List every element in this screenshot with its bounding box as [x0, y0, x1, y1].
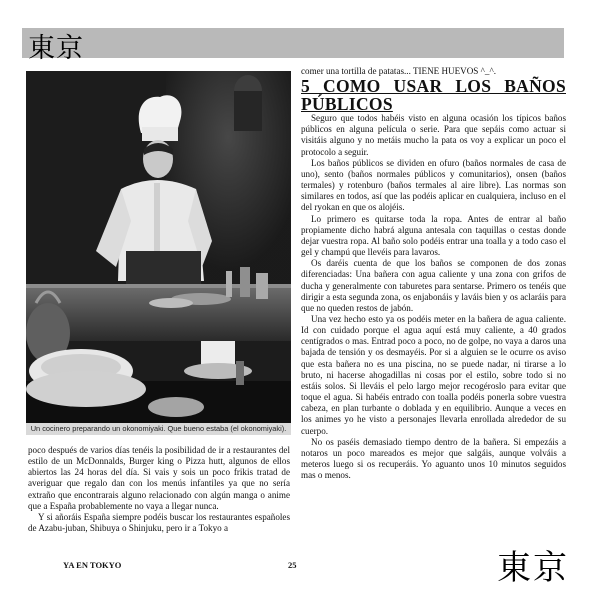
right-paragraph-5: Una vez hecho esto ya os podéis meter en la bañera de agua caliente. Id con cuidado porque el agua aquí está muy caliente, a 40 grados centígrados o mas. Entrad poco a poco, no de golpe, no vaya a daros una bajada de tensión y os desmayéis. Por si a alguien se le ocurre os aviso que esta bañera no es una piscina, no se puede nadar, ni tirarse a lo bruto, ni hacerse ahogadillas ni cosas por el estilo, sobre todo si no estáis solos. Si lleváis el pelo largo mejor recogéroslo para evitar que toque el agua. Si habéis entrado con toalla podéis ponerla sobre vuestra cabeza, en plan turbante o doblada y en equilibrio. Aunque a veces en los animes yo he visto a personajes llevarla enrollada alrededor de su cuerpo.: [301, 313, 566, 436]
section-heading: 5 COMO USAR LOS BAÑOS PÚBLICOS: [301, 76, 566, 115]
right-paragraph-6: No os paséis demasiado tiempo dentro de la bañera. Si empezáis a notaros un poco mareados es mejor que salgáis, aunque volváis a meteros luego si os recuperáis. Yo aguanto unos 10 minutos seguidos mas o menos.: [301, 436, 566, 481]
page-number: 25: [288, 560, 297, 570]
right-paragraph-1: Seguro que todos habéis visto en alguna ocasión los típicos baños públicos en alguna película o serie. Para que sepáis como actuar si visitáis alguno y no metáis mucho la pata os voy a explicar un poco el protocolo a seguir.: [301, 113, 566, 157]
chef-photo: [26, 71, 291, 429]
right-paragraph-3: Lo primero es quitarse toda la ropa. Antes de entrar al baño propiamente dicho habrá alguna antesala con taquillas o cestas donde dejar vuestra ropa. Al baño solo podéis entrar una toalla y a todo caso el gel y champú que llevéis para lavaros.: [301, 213, 566, 258]
photo-caption: Un cocinero preparando un okonomiyaki. Que bueno estaba (el okonomiyaki).: [26, 423, 291, 435]
chef-photo-illustration: [26, 71, 291, 429]
right-paragraph-4: Os daréis cuenta de que los baños se componen de dos zonas diferenciadas: Una bañera con agua caliente y una zona con grifos de ducha y generalmente con taburetes para sentarse. Primero os tenéis que dirigir a esta segunda zona, os enjabonáis y laváis bien y os aclaráis para que no queden restos de jabón.: [301, 258, 566, 313]
right-column-text: [301, 66, 566, 481]
left-paragraph-2: Y si añoráis España siempre podéis buscar los restaurantes españoles de Azabu-juban, Shibuya o Shinjuku, pero ir a Tokyo a: [28, 511, 290, 534]
header-bar: [22, 28, 564, 64]
left-paragraph-1: poco después de varios días tenéis la posibilidad de ir a restaurantes del estilo de un McDonnalds, Burger king o Pizza hutt, algunos de ellos abiertos las 24 horas del día. Si vais y sois un poco frikis tratad de averiguar que regalo dan con los menús infantiles ya que no sería extraño que encontrarais alguno relacionado con algún manga o anime que a España probablemente no vaya a llegar nunca.: [28, 445, 290, 511]
left-column-text: [28, 445, 290, 534]
magazine-name: YA EN TOKYO: [63, 560, 122, 570]
header-title: 東京: [28, 33, 84, 64]
right-intro-line: comer una tortilla de patatas... TIENE HUEVOS ^_^.: [301, 66, 496, 76]
right-paragraph-2: Los baños públicos se dividen en ofuro (baños normales de casa de uno), sento (baños normales públicos y comunitarios), onsen (baños termales) y rotenburo (baños termales al aire libre). Las normas son similares en todos, así que las podéis aplicar en cualquiera, incluso en el del ryokan en que os alojéis.: [301, 157, 566, 213]
tokyo-logo: 東京: [497, 548, 569, 588]
